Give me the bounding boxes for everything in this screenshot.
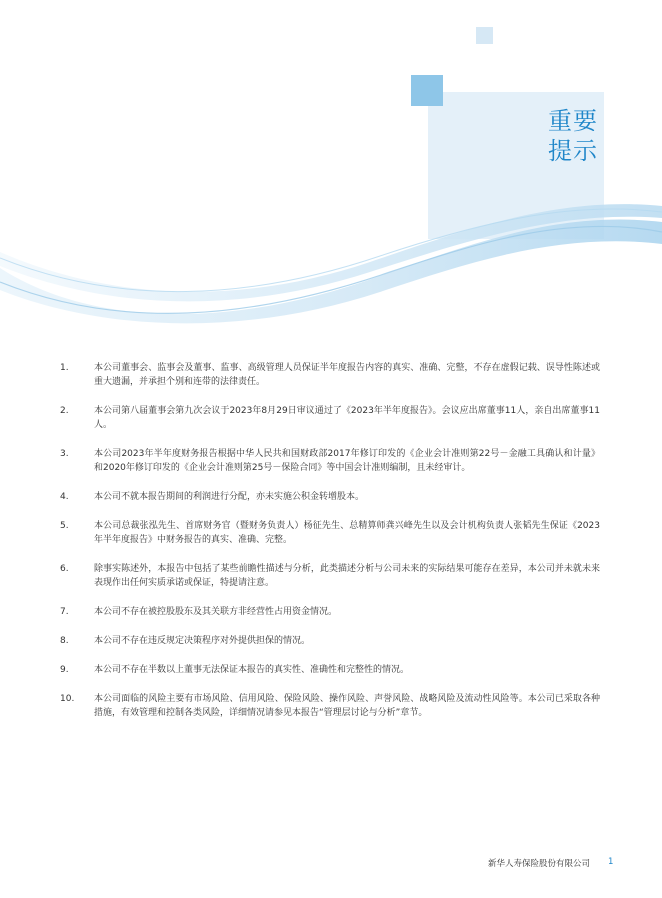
item-text: 除事实陈述外，本报告中包括了某些前瞻性描述与分析，此类描述分析与公司未来的实际结果可能存在差异，本公司并未就未来表现作出任何实质承诺或保证，特提请注意。: [94, 564, 600, 588]
item-number: 6.: [60, 564, 69, 574]
title-line-1: 重要: [548, 107, 598, 135]
item-number: 2.: [60, 406, 69, 416]
title-line-2: 提示: [548, 137, 598, 165]
item-text: 本公司不就本报告期间的利润进行分配，亦未实施公积金转增股本。: [94, 492, 365, 502]
item-text: 本公司第八届董事会第九次会议于2023年8月29日审议通过了《2023年半年度报告》。会议应出席董事11人，亲自出席董事11人。: [94, 406, 600, 430]
item-number: 7.: [60, 607, 69, 617]
item-number: 10.: [60, 694, 75, 704]
item-number: 3.: [60, 449, 69, 459]
item-text: 本公司不存在违反规定决策程序对外提供担保的情况。: [94, 636, 311, 646]
item-number: 9.: [60, 665, 69, 675]
item-text: 本公司2023年半年度财务报告根据中华人民共和国财政部2017年修订印发的《企业会计准则第22号－金融工具确认和计量》和2020年修订印发的《企业会计准则第25号－保险合同》等中国会计准则编制，且未经审计。: [94, 449, 600, 473]
item-text: 本公司不存在半数以上董事无法保证本报告的真实性、准确性和完整性的情况。: [94, 665, 410, 675]
item-text: 本公司面临的风险主要有市场风险、信用风险、保险风险、操作风险、声誉风险、战略风险及流动性风险等。本公司已采取各种措施，有效管理和控制各类风险，详细情况请参见本报告“管理层讨论与分析”章节。: [94, 694, 600, 718]
item-text: 本公司总裁张泓先生、首席财务官（暨财务负责人）杨征先生、总精算师龚兴峰先生以及会计机构负责人张韬先生保证《2023年半年度报告》中财务报告的真实、准确、完整。: [94, 521, 600, 545]
page-title: [548, 106, 598, 166]
page-number: 1: [608, 857, 614, 867]
item-number: 5.: [60, 521, 69, 531]
wave-decoration: [0, 0, 662, 340]
item-number: 4.: [60, 492, 69, 502]
footer-company: 新华人寿保险股份有限公司: [488, 859, 591, 869]
item-number: 8.: [60, 636, 69, 646]
item-text: 本公司不存在被控股股东及其关联方非经营性占用资金情况。: [94, 607, 338, 617]
item-number: 1.: [60, 363, 69, 373]
item-text: 本公司董事会、监事会及董事、监事、高级管理人员保证半年度报告内容的真实、准确、完整，不存在虚假记载、误导性陈述或重大遗漏，并承担个别和连带的法律责任。: [94, 363, 600, 387]
